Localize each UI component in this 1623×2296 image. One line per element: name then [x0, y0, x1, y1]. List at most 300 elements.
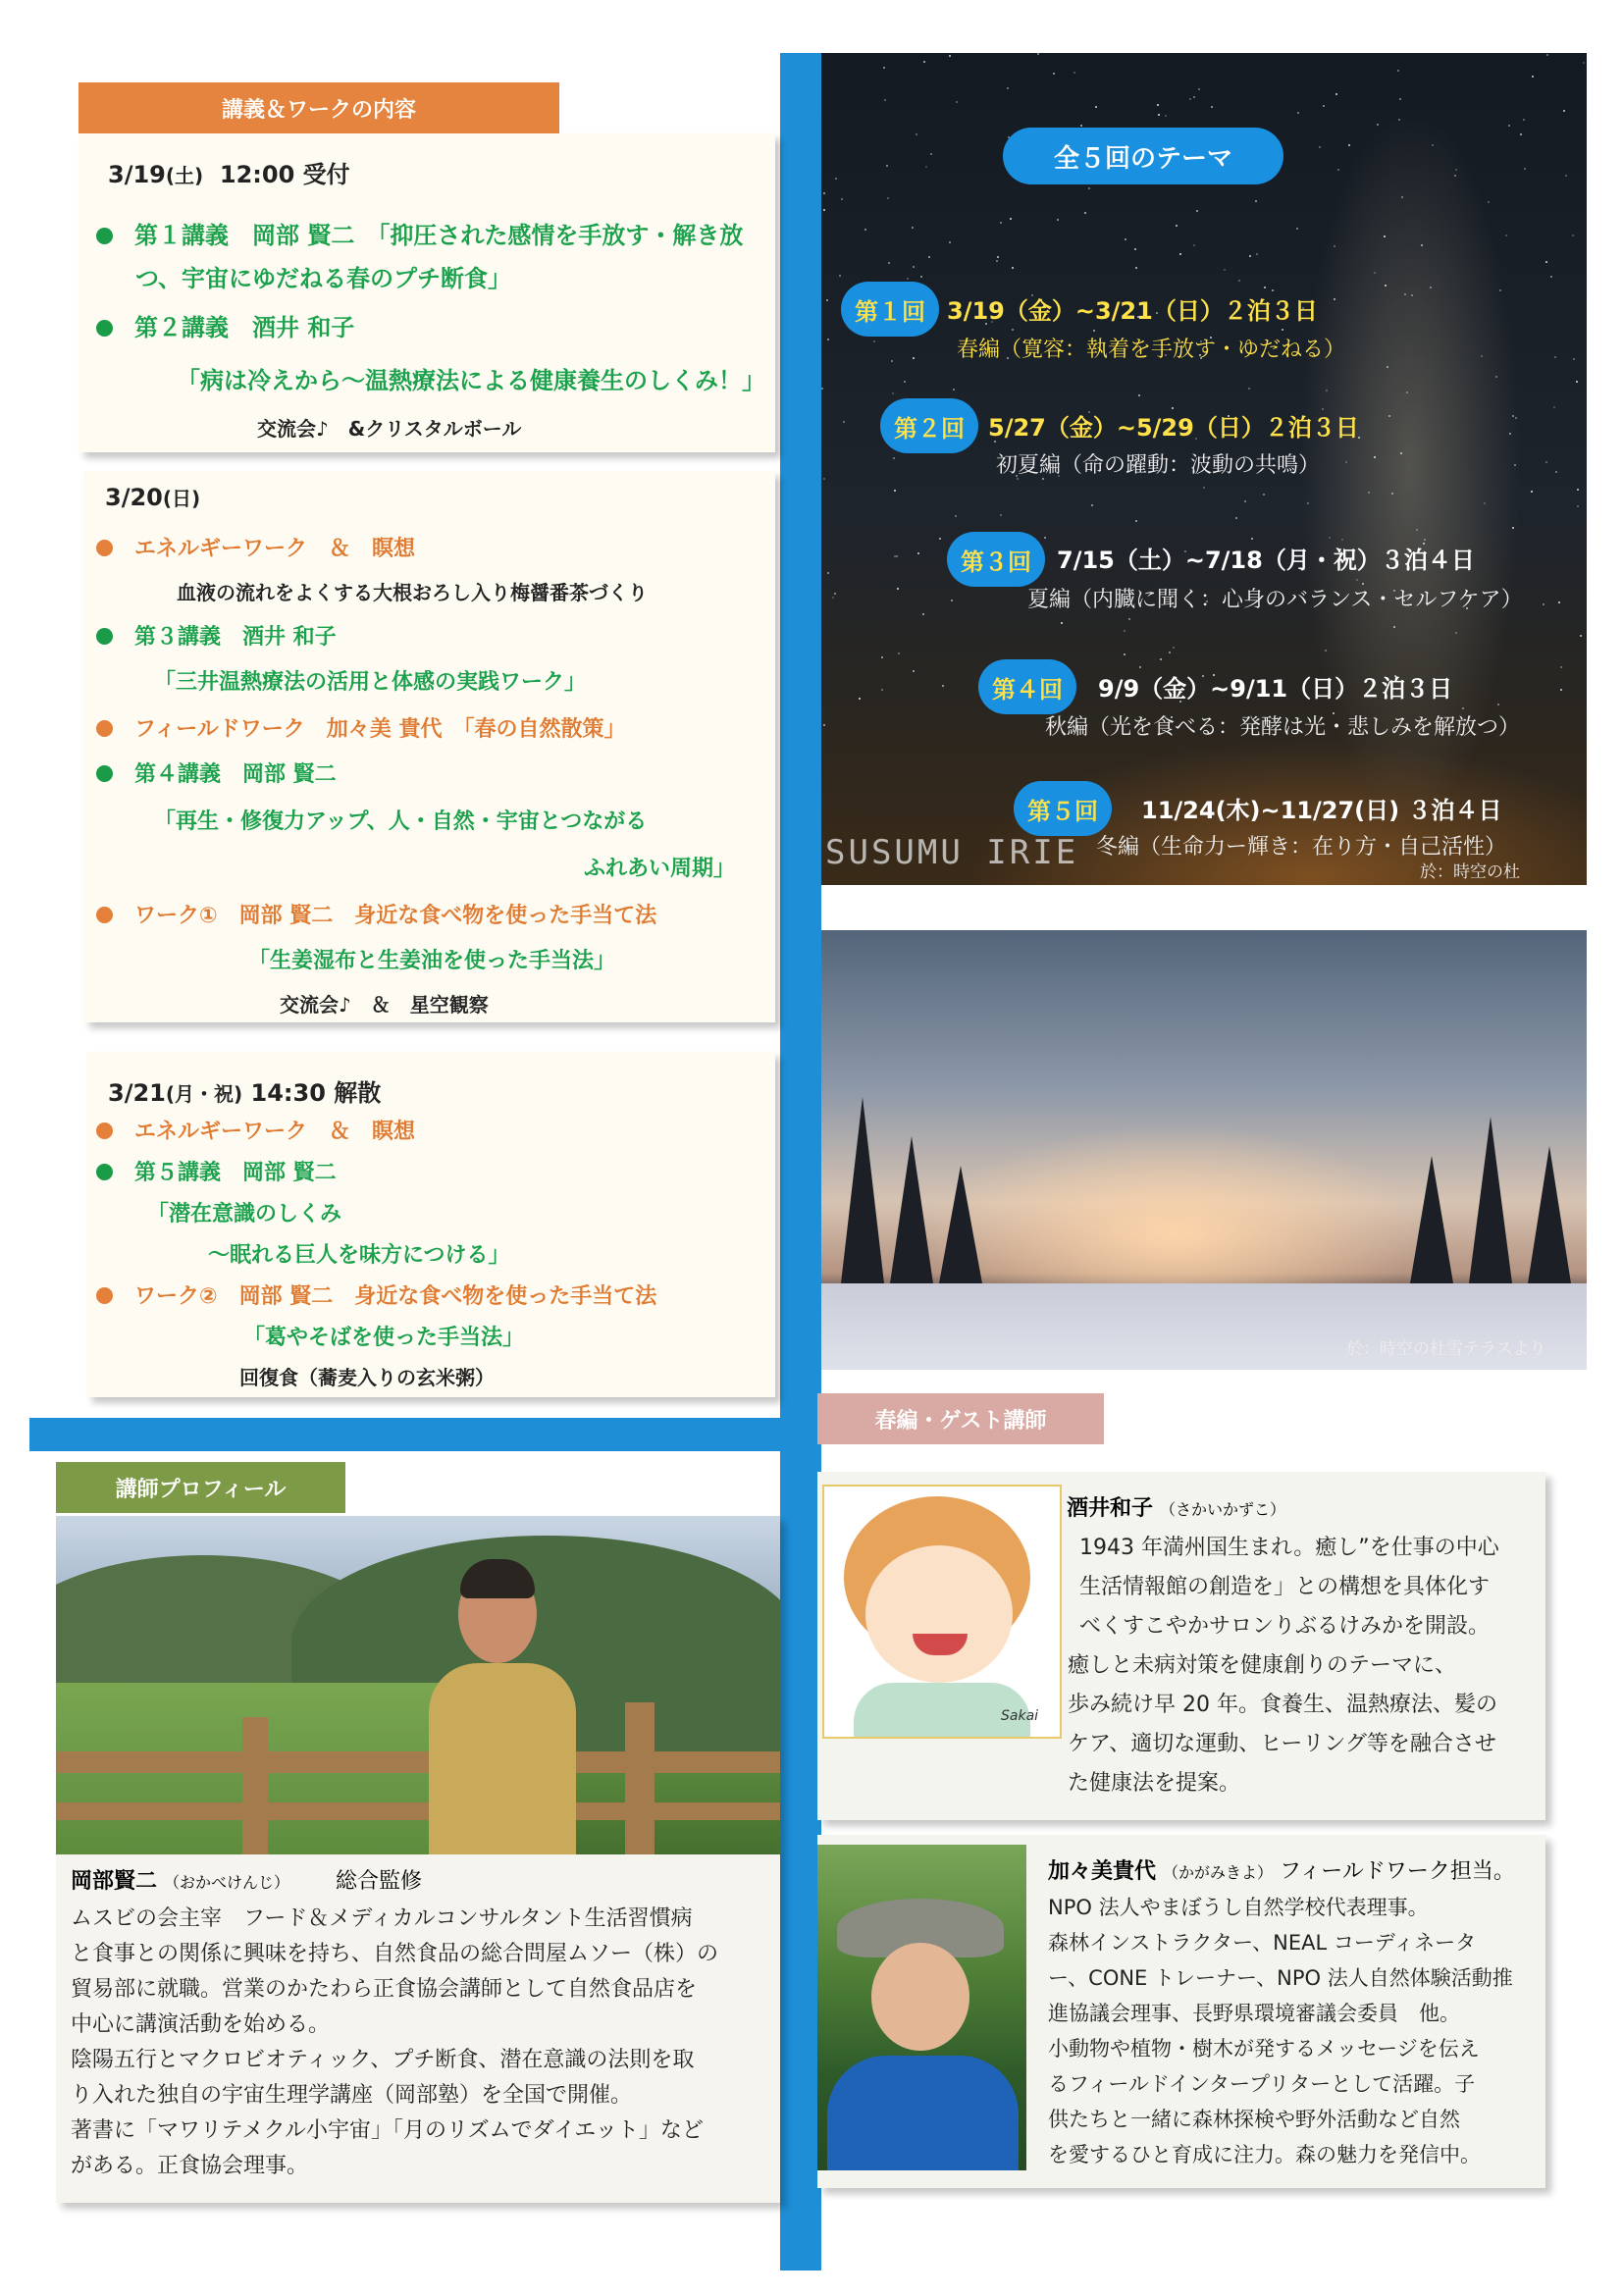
- sakai-bio-line: 生活情報館の創造を」との構想を具体化す: [1079, 1575, 1491, 1599]
- star-dot: [1235, 517, 1237, 519]
- session-badge-1: 第１回: [841, 282, 939, 337]
- kagami-role: フィールドワーク担当。: [1280, 1859, 1515, 1884]
- day2-date: 3/20(日): [105, 484, 201, 511]
- star-dot: [1263, 494, 1265, 496]
- star-dot: [1505, 235, 1507, 236]
- star-dot: [1391, 493, 1393, 495]
- bullet-icon: [96, 720, 113, 737]
- star-dot: [896, 555, 898, 557]
- star-dot: [913, 670, 915, 672]
- day2-item-5: ワーク① 岡部 賢二 身近な食べ物を使った手当て法: [96, 899, 656, 929]
- star-dot: [953, 389, 955, 391]
- star-dot: [1124, 653, 1126, 655]
- star-dot: [1176, 225, 1178, 227]
- star-dot: [1524, 168, 1526, 170]
- star-dot: [1325, 650, 1327, 652]
- profile-name-line: [71, 1864, 422, 1895]
- star-dot: [1411, 294, 1413, 296]
- kagami-name: 加々美貴代: [1048, 1859, 1157, 1884]
- star-dot: [1198, 88, 1200, 90]
- teacher-photo: [56, 1516, 780, 1854]
- day3-item-2c: ～眠れる巨人を味方につける」: [208, 1243, 510, 1268]
- kagami-bio-line: 供たちと一緒に森林探検や野外活動など自然: [1048, 2108, 1460, 2131]
- star-dot: [1124, 630, 1126, 632]
- star-dot: [1193, 244, 1195, 246]
- star-dot: [925, 166, 927, 168]
- tree-silhouette: [890, 1136, 933, 1283]
- star-dot: [1416, 529, 1418, 531]
- sakai-bio-line: ケア、適切な運動、ヒーリング等を融合させ: [1068, 1732, 1496, 1756]
- star-dot: [1251, 538, 1253, 540]
- star-dot: [1356, 579, 1358, 581]
- star-dot: [826, 299, 828, 301]
- star-dot: [827, 572, 829, 574]
- star-dot: [1484, 502, 1486, 504]
- session-subtitle-2: 初夏編（命の躍動：波動の共鳴）: [996, 453, 1321, 478]
- star-dot: [1203, 487, 1205, 489]
- star-dot: [1158, 114, 1160, 116]
- star-dot: [1057, 219, 1059, 221]
- star-dot: [1264, 287, 1266, 288]
- star-dot: [1053, 73, 1055, 75]
- star-dot: [1173, 647, 1175, 649]
- star-dot: [1334, 298, 1335, 300]
- star-dot: [1211, 106, 1213, 108]
- star-dot: [1326, 390, 1328, 391]
- star-dot: [917, 552, 919, 554]
- star-dot: [1481, 355, 1483, 357]
- star-dot: [1157, 104, 1159, 106]
- tree-silhouette: [1469, 1117, 1512, 1283]
- profile-role: 総合監修: [336, 1869, 423, 1894]
- star-dot: [1495, 376, 1497, 378]
- star-dot: [1388, 415, 1390, 417]
- star-dot: [1385, 285, 1387, 287]
- schedule-header: 講義＆ワークの内容: [79, 82, 559, 133]
- sakai-bio: [1068, 1529, 1550, 1803]
- bullet-icon: [96, 907, 113, 923]
- star-dot: [1335, 93, 1337, 95]
- star-dot: [1061, 622, 1063, 624]
- session-subtitle-3: 夏編（内臓に聞く：心身のバランス・セルフケア）: [1027, 588, 1523, 612]
- star-dot: [1532, 76, 1534, 78]
- sakai-caricature: [822, 1485, 1062, 1739]
- kagami-reading: （かがみきよ）: [1163, 1863, 1274, 1882]
- star-dot: [1125, 238, 1126, 240]
- star-dot: [951, 600, 953, 601]
- star-dot: [884, 99, 886, 101]
- day1-item-2: 第２講義 酒井 和子: [96, 308, 354, 342]
- star-dot: [1512, 415, 1514, 417]
- photo-watermark: SUSUMU IRIE: [825, 833, 1079, 872]
- star-dot: [1134, 248, 1136, 250]
- star-dot: [942, 685, 944, 687]
- star-dot: [1560, 666, 1562, 668]
- star-dot: [894, 490, 896, 492]
- bullet-icon: [96, 228, 113, 244]
- day3-item-2: 第５講義 岡部 賢二: [96, 1156, 337, 1186]
- star-dot: [1244, 500, 1246, 502]
- star-dot: [1393, 626, 1395, 628]
- star-dot: [839, 275, 841, 277]
- star-dot: [1398, 119, 1400, 121]
- day1-date: 3/19(土) 12:00 受付: [108, 161, 350, 188]
- star-dot: [1007, 87, 1009, 89]
- session-subtitle-5: 冬編（生命力ー輝き：在り方・自己活性）: [1096, 835, 1507, 860]
- profile-bio-line: がある。正食協会理事。: [71, 2154, 309, 2178]
- profile-bio-line: り入れた独自の宇宙生理学講座（岡部塾）を全国で開催。: [71, 2083, 633, 2108]
- profile-bio-line: 著書に「マワリテメクル小宇宙」「月のリズムでダイエット」など: [71, 2118, 704, 2143]
- star-dot: [912, 227, 914, 229]
- star-dot: [873, 340, 875, 342]
- star-dot: [996, 260, 998, 262]
- star-dot: [1196, 210, 1198, 212]
- star-dot: [1256, 253, 1258, 255]
- star-dot: [834, 593, 836, 595]
- kagami-bio: [1048, 1890, 1544, 2172]
- day3-panel: [86, 1052, 775, 1397]
- star-dot: [1255, 200, 1257, 202]
- star-dot: [1080, 125, 1082, 127]
- star-dot: [1397, 70, 1399, 72]
- teacher-figure: [429, 1663, 576, 1854]
- star-dot: [823, 209, 825, 211]
- star-dot: [1044, 537, 1046, 539]
- session-date-3: 7/15（土）~7/18（月・祝）３泊４日: [1057, 547, 1475, 574]
- star-dot: [1249, 255, 1251, 257]
- star-dot: [1165, 115, 1167, 117]
- star-dot: [1000, 514, 1002, 516]
- star-dot: [897, 588, 899, 590]
- sakai-bio-line: 癒しと未病対策を健康創りのテーマに、: [1068, 1653, 1457, 1678]
- tree-silhouette: [841, 1097, 884, 1283]
- star-dot: [1514, 464, 1516, 466]
- caricature-signature: Sakai: [1001, 1708, 1039, 1724]
- star-dot: [930, 153, 932, 155]
- star-dot: [1508, 125, 1510, 127]
- star-dot: [1515, 417, 1517, 419]
- star-dot: [1432, 144, 1434, 146]
- fence-rail: [56, 1751, 780, 1773]
- star-dot: [1224, 269, 1226, 271]
- star-dot: [1374, 272, 1376, 274]
- star-dot: [1572, 235, 1574, 236]
- day1-item-2b: 「病は冷えから～温熱療法による健康養生のしくみ！」: [177, 367, 765, 394]
- day1-item-3: 交流会♪ &クリスタルボール: [257, 417, 522, 441]
- caricature-face: [865, 1545, 1013, 1683]
- kagami-bio-line: ー、CONE トレーナー、NPO 法人自然体験活動推: [1048, 1966, 1513, 1990]
- star-dot: [1563, 110, 1565, 112]
- star-dot: [1010, 218, 1012, 220]
- star-dot: [859, 698, 861, 700]
- star-dot: [881, 689, 883, 691]
- star-dot: [1401, 196, 1403, 198]
- star-dot: [913, 357, 915, 359]
- star-dot: [1329, 537, 1331, 539]
- star-dot: [883, 67, 885, 69]
- fence-post: [242, 1717, 268, 1854]
- day2-item-2: 第３講義 酒井 和子: [96, 620, 337, 651]
- star-dot: [907, 278, 909, 280]
- kagami-bio-line: 進協議会理事、長野県環境審議会委員 他。: [1048, 2002, 1460, 2025]
- star-dot: [1000, 222, 1002, 224]
- star-dot: [1545, 261, 1547, 263]
- sakai-name-line: [1067, 1491, 1285, 1522]
- star-dot: [888, 262, 890, 264]
- star-dot: [841, 198, 843, 200]
- star-dot: [955, 515, 957, 517]
- day2-item-6: 交流会♪ ＆ 星空観察: [280, 993, 489, 1017]
- star-dot: [1179, 253, 1181, 255]
- day2-item-4: 第４講義 岡部 賢二: [96, 757, 337, 788]
- day3-item-1: エネルギーワーク ＆ 瞑想: [96, 1115, 415, 1145]
- profile-bio-line: 中心に講演活動を始める。: [71, 2012, 331, 2037]
- star-dot: [1138, 394, 1140, 396]
- themes-title: 全５回のテーマ: [1003, 128, 1283, 184]
- bullet-icon: [96, 1122, 113, 1139]
- star-dot: [1139, 666, 1141, 668]
- star-dot: [1073, 72, 1075, 74]
- session-date-5: 11/24(木)~11/27(日) ３泊４日: [1141, 797, 1502, 824]
- profile-bio-line: 陰陽五行とマクロビオティック、プチ断食、潜在意識の法則を取: [71, 2048, 695, 2072]
- star-dot: [1334, 245, 1335, 247]
- star-dot: [1012, 267, 1014, 269]
- star-dot: [1399, 98, 1401, 100]
- star-dot: [1323, 105, 1325, 107]
- star-dot: [886, 165, 888, 167]
- star-dot: [904, 381, 906, 383]
- star-dot: [1520, 133, 1522, 135]
- day2-item-4c: ふれあい周期」: [584, 857, 736, 881]
- star-dot: [1337, 169, 1339, 171]
- star-dot: [1238, 280, 1240, 282]
- themes-star-photo: [821, 53, 1587, 885]
- star-dot: [1377, 124, 1379, 126]
- star-dot: [1248, 388, 1250, 390]
- day3-item-3b: 「葛やそばを使った手当法」: [243, 1326, 525, 1350]
- star-dot: [1546, 54, 1548, 56]
- day2-item-3: フィールドワーク 加々美 貴代 「春の自然散策」: [96, 712, 625, 743]
- kagami-name-line: [1048, 1854, 1515, 1885]
- star-dot: [1430, 287, 1432, 288]
- fence-rail: [56, 1802, 780, 1820]
- star-dot: [843, 421, 845, 423]
- star-dot: [1169, 652, 1171, 653]
- star-dot: [1577, 489, 1579, 491]
- star-dot: [1509, 433, 1511, 435]
- star-dot: [1297, 112, 1299, 114]
- star-dot: [928, 256, 930, 258]
- fence-post: [625, 1702, 654, 1854]
- sakai-reading: （さかいかずこ）: [1160, 1500, 1286, 1519]
- star-dot: [913, 266, 915, 268]
- star-dot: [1374, 456, 1376, 458]
- day2-item-1b: 血液の流れをよくする大根おろし入り梅醤番茶づくり: [177, 581, 648, 604]
- kagami-photo: [817, 1845, 1026, 2170]
- star-dot: [1387, 366, 1388, 368]
- star-dot: [1384, 235, 1386, 237]
- star-dot: [827, 339, 829, 340]
- star-dot: [1454, 175, 1456, 177]
- star-dot: [1160, 658, 1162, 660]
- sakai-name: 酒井和子: [1067, 1496, 1154, 1521]
- star-dot: [1543, 603, 1544, 605]
- star-dot: [1554, 356, 1556, 358]
- star-dot: [1091, 504, 1093, 506]
- star-dot: [1368, 492, 1370, 494]
- star-dot: [1580, 635, 1582, 637]
- tree-silhouette: [1528, 1146, 1571, 1283]
- star-dot: [949, 241, 951, 243]
- star-dot: [823, 478, 825, 480]
- star-dot: [1128, 618, 1130, 620]
- star-dot: [1088, 187, 1090, 189]
- star-dot: [832, 597, 834, 599]
- star-dot: [1093, 330, 1095, 332]
- profile-header: 講師プロフィール: [56, 1462, 345, 1513]
- star-dot: [892, 392, 894, 394]
- sunset-photo: [821, 930, 1587, 1370]
- star-dot: [997, 256, 999, 258]
- star-dot: [1135, 520, 1137, 522]
- day3-item-4: 回復食（蕎麦入りの玄米粥）: [239, 1366, 495, 1389]
- kagami-bio-line: を愛するひと育成に注力。森の魅力を発信中。: [1048, 2143, 1481, 2166]
- star-dot: [864, 229, 866, 231]
- star-dot: [1462, 707, 1464, 709]
- star-dot: [821, 388, 823, 390]
- day1-item-1b: つ、宇宙にゆだねる春のプチ断食」: [135, 265, 512, 292]
- star-dot: [923, 61, 925, 63]
- session-badge-4: 第４回: [978, 659, 1076, 714]
- star-dot: [1037, 53, 1039, 55]
- star-dot: [1012, 329, 1014, 331]
- guest-header: 春編・ゲスト講師: [817, 1393, 1104, 1444]
- star-dot: [1084, 212, 1086, 214]
- star-dot: [1455, 632, 1457, 634]
- star-dot: [1545, 461, 1547, 463]
- profile-reading: （おかべけんじ）: [164, 1873, 290, 1892]
- star-dot: [1455, 169, 1457, 171]
- kagami-shirt: [827, 2056, 1019, 2170]
- profile-name: 岡部賢二: [71, 1869, 158, 1894]
- star-dot: [956, 101, 958, 103]
- kagami-face: [871, 1943, 969, 2051]
- bullet-icon: [96, 628, 113, 645]
- star-dot: [916, 133, 917, 135]
- star-dot: [1553, 406, 1555, 408]
- star-dot: [1282, 329, 1283, 331]
- star-dot: [881, 656, 883, 658]
- star-dot: [1404, 293, 1406, 295]
- kagami-bio-line: 森林インストラクター、NEAL コーディネータ: [1048, 1931, 1477, 1955]
- star-dot: [1560, 689, 1562, 691]
- day3-item-2b: 「潜在意識のしくみ: [147, 1202, 342, 1226]
- star-dot: [1531, 491, 1533, 493]
- star-dot: [1193, 96, 1195, 98]
- star-dot: [1512, 527, 1514, 529]
- star-dot: [1406, 391, 1408, 393]
- star-dot: [1497, 704, 1499, 705]
- profile-bio-line: ムスビの会主宰 フード＆メディカルコンサルタント生活習慣病: [71, 1906, 693, 1931]
- bullet-icon: [96, 765, 113, 782]
- star-dot: [898, 652, 900, 654]
- star-dot: [893, 457, 895, 459]
- day1-panel: [79, 133, 775, 452]
- star-dot: [1307, 502, 1309, 504]
- star-dot: [1576, 381, 1578, 383]
- star-dot: [1499, 289, 1501, 291]
- star-dot: [1488, 201, 1490, 203]
- day3-item-3: ワーク② 岡部 賢二 身近な食べ物を使った手当て法: [96, 1279, 656, 1310]
- sakai-bio-line: 1943 年満州国生まれ。癒し”を仕事の中心: [1079, 1536, 1499, 1560]
- day3-date: 3/21(月・祝) 14:30 解散: [108, 1079, 382, 1107]
- profile-bio-line: と食事との関係に興味を持ち、自然食品の総合問屋ムソー（株）の: [71, 1942, 719, 1966]
- divider-horizontal: [29, 1418, 821, 1451]
- star-dot: [939, 538, 941, 540]
- day1-item-1: 第１講義 岡部 賢二 「抑圧された感情を手放す・解き放: [96, 216, 743, 250]
- star-dot: [1135, 267, 1137, 269]
- star-dot: [920, 276, 922, 278]
- tree-silhouette: [1410, 1156, 1453, 1283]
- star-dot: [1583, 62, 1585, 64]
- star-dot: [891, 360, 893, 362]
- star-dot: [1189, 98, 1191, 100]
- star-dot: [1577, 505, 1579, 507]
- sakai-bio-line: 歩み続け早 20 年。食養生、温熱療法、髪の: [1068, 1693, 1497, 1717]
- sakai-bio-line: べくすこやかサロンりぶるけみかを開設。: [1079, 1614, 1491, 1639]
- session-subtitle-4: 秋編（光を食べる：発酵は光・悲しみを解放つ）: [1045, 715, 1521, 740]
- session-badge-3: 第３回: [947, 532, 1045, 587]
- star-dot: [1523, 119, 1525, 121]
- star-dot: [1296, 228, 1298, 230]
- star-dot: [1400, 452, 1402, 454]
- session-date-2: 5/27（金）~5/29（日）２泊３日: [988, 414, 1359, 442]
- profile-bio-line: 貿易部に就職。営業のかたわら正食協会講師として自然食品店を: [71, 1977, 698, 2002]
- bullet-icon: [96, 540, 113, 556]
- star-dot: [1550, 276, 1552, 278]
- session-badge-5: 第５回: [1014, 781, 1112, 836]
- day2-item-5b: 「生姜湿布と生姜油を使った手当法」: [248, 949, 616, 973]
- star-dot: [1348, 144, 1350, 146]
- session-date-4: 9/9（金）~9/11（日）２泊３日: [1098, 675, 1453, 703]
- day2-panel: [83, 471, 775, 1022]
- session-date-1: 3/19（金）~3/21（日）２泊３日: [947, 297, 1318, 325]
- tree-silhouette: [939, 1166, 982, 1283]
- session-subtitle-1: 春編（寛容：執着を手放す・ゆだねる）: [957, 338, 1346, 362]
- kagami-bio-line: るフィールドインタープリターとして活躍。子: [1048, 2072, 1476, 2096]
- divider-vertical: [780, 53, 821, 2270]
- star-dot: [1095, 106, 1097, 108]
- bullet-icon: [96, 320, 113, 337]
- star-dot: [835, 178, 837, 180]
- day2-item-2b: 「三井温熱療法の活用と体感の実践ワーク」: [154, 670, 587, 695]
- session-badge-2: 第２回: [880, 398, 978, 453]
- bullet-icon: [96, 1287, 113, 1304]
- star-photo-credit: 於：時空の杜: [1420, 862, 1520, 882]
- star-dot: [949, 55, 951, 57]
- star-dot: [1555, 471, 1557, 473]
- star-dot: [1345, 461, 1347, 463]
- star-dot: [1319, 146, 1321, 148]
- star-dot: [1573, 358, 1575, 360]
- day2-item-1: エネルギーワーク ＆ 瞑想: [96, 532, 415, 562]
- star-dot: [1565, 175, 1567, 177]
- star-dot: [1421, 244, 1423, 246]
- star-dot: [887, 197, 889, 199]
- bullet-icon: [96, 1164, 113, 1180]
- day2-item-4b: 「再生・修復力アップ、人・自然・宇宙とつながる: [154, 809, 648, 834]
- sunset-photo-credit: 於：時空の杜雪テラスより: [1346, 1339, 1546, 1359]
